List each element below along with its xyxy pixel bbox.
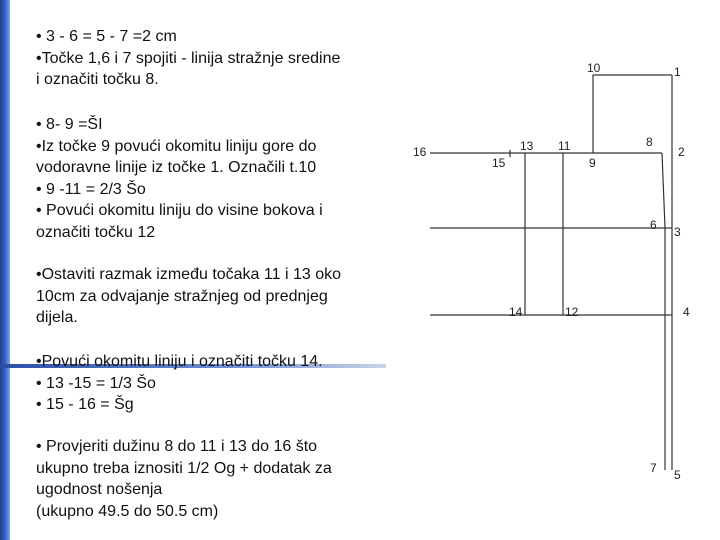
point-label-15: 15 <box>492 156 506 170</box>
instruction-line: označiti točku 12 <box>36 223 156 241</box>
instruction-line: • 8- 9 =ŠI <box>36 116 103 133</box>
instruction-line: ukupno treba iznositi 1/2 Og + dodatak za <box>36 459 332 477</box>
point-label-14: 14 <box>509 305 523 319</box>
point-label-2: 2 <box>678 145 685 159</box>
instruction-line: • 9 -11 = 2/3 Šo <box>36 180 146 198</box>
point-label-9: 9 <box>589 156 596 170</box>
instruction-line: dijela. <box>36 309 78 326</box>
point-label-16: 16 <box>413 145 427 159</box>
point-label-5: 5 <box>674 468 681 482</box>
instruction-line: • 15 - 16 = Šg <box>36 396 134 413</box>
point-label-8: 8 <box>646 135 653 149</box>
instruction-line: •Iz točke 9 povući okomitu liniju gore do <box>36 137 317 155</box>
point-label-13: 13 <box>520 139 534 153</box>
instruction-line: •Točke 1,6 i 7 spojiti - linija stražnje sredine <box>36 49 341 67</box>
instruction-line: (ukupno 49.5 do 50.5 cm) <box>36 502 219 520</box>
instruction-line: i označiti točku 8. <box>36 71 159 88</box>
point-label-4: 4 <box>683 305 690 319</box>
instruction-line: 10cm za odvajanje stražnjeg od prednjeg <box>36 287 328 305</box>
point-label-10: 10 <box>587 61 601 75</box>
instruction-line: vodoravne linije iz točke 1. Označili t.10 <box>36 159 317 176</box>
instruction-line: •Ostaviti razmak između točaka 11 i 13 oko <box>36 266 341 283</box>
point-label-6: 6 <box>650 218 657 232</box>
line-8-6 <box>662 153 665 228</box>
instruction-line: • 13 -15 = 1/3 Šo <box>36 374 156 392</box>
instruction-line: ugodnost nošenja <box>36 481 163 498</box>
point-label-12: 12 <box>565 305 579 319</box>
instruction-line: • Provjeriti dužinu 8 do 11 i 13 do 16 što <box>36 438 318 455</box>
point-label-3: 3 <box>674 225 681 239</box>
point-label-7: 7 <box>650 461 657 475</box>
instruction-line: • Povući okomitu liniju do visine bokova i <box>36 202 323 219</box>
point-label-1: 1 <box>674 65 681 79</box>
instruction-line: •Povući okomitu liniju i označiti točku 14. <box>36 353 323 370</box>
point-label-11: 11 <box>558 139 571 153</box>
instruction-line: • 3 - 6 = 5 - 7 =2 cm <box>36 28 177 45</box>
